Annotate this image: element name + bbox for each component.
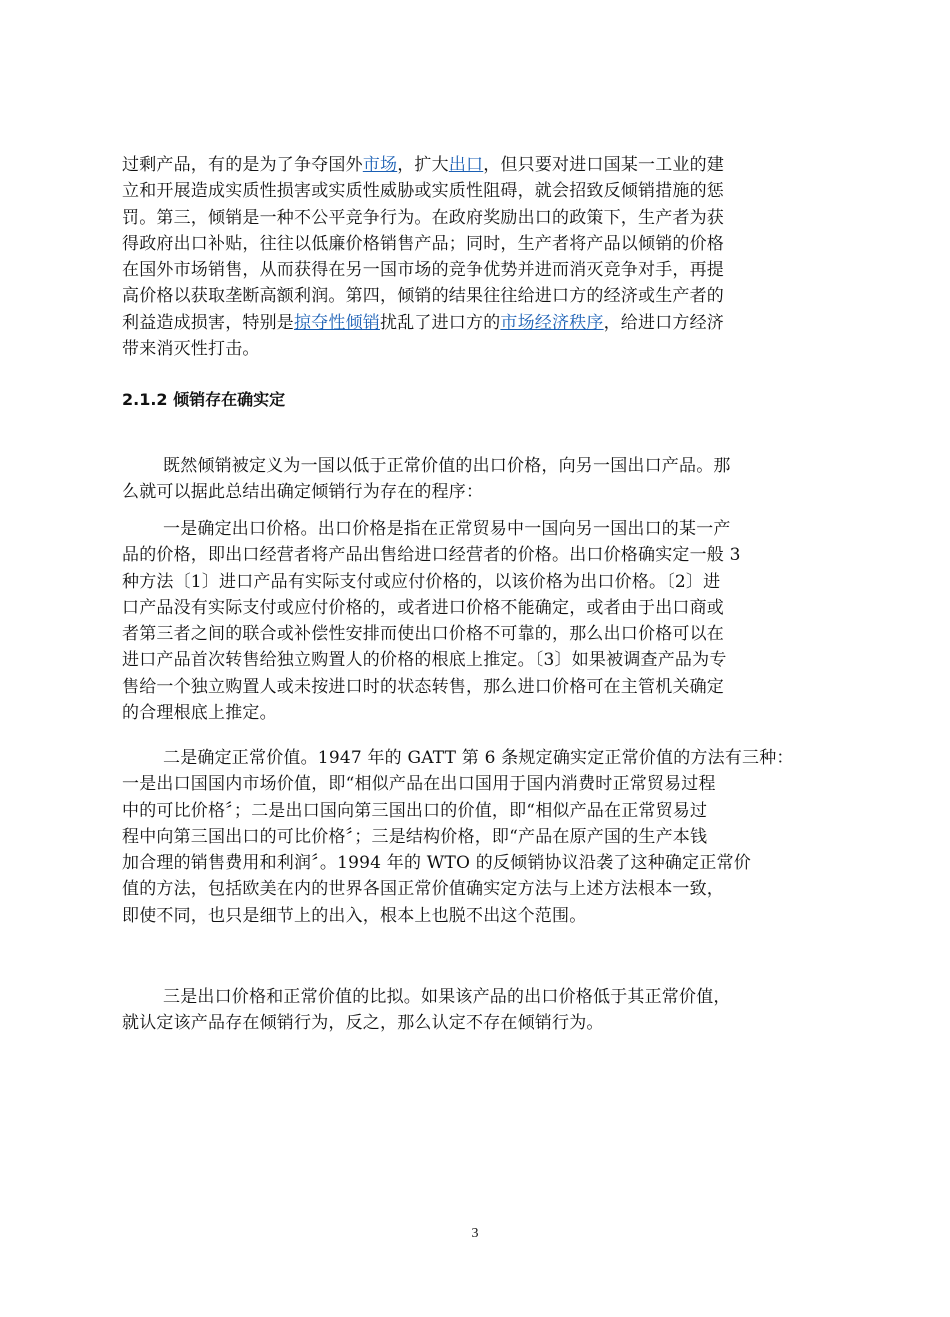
text-line: 二是确定正常价值。1947 年的 GATT 第 6 条规定确实定正常价值的方法有三种： (163, 748, 794, 768)
text-line: 带来消灭性打击。 (122, 339, 260, 360)
text-line: 进口产品首次转售给独立购置人的价格的根底上推定。〔3〕如果被调查产品为专 (122, 650, 727, 671)
text-line: 种方法〔1〕进口产品有实际支付或应付价格的，以该价格为出口价格。〔2〕进 (122, 571, 721, 592)
text-line: 罚。第三，倾销是一种不公平竞争行为。在政府奖励出口的政策下，生产者为获 (122, 207, 724, 228)
text-line: 口产品没有实际支付或应付价格的，或者进口价格不能确定，或者由于出口商或 (122, 597, 724, 618)
text-line: 加合理的销售费用和利润〞。1994 年的 WTO 的反倾销协议沿袭了这种确定正常价 (122, 853, 751, 874)
link-predatory-dumping[interactable]: 掠夺性倾销 (294, 312, 380, 333)
text-line: 一是确定出口价格。出口价格是指在正常贸易中一国向另一国出口的某一产 (163, 519, 731, 539)
text-line: 三是出口价格和正常价值的比拟。如果该产品的出口价格低于其正常价值， (163, 987, 731, 1007)
text-line: 么就可以据此总结出确定倾销行为存在的程序： (122, 482, 484, 503)
text-line: 高价格以获取垄断高额利润。第四，倾销的结果往往给进口方的经济或生产者的 (122, 286, 724, 307)
text-line: 立和开展造成实质性损害或实质性威胁或实质性阻碍，就会招致反倾销措施的惩 (122, 181, 724, 202)
text-line: 即使不同，也只是细节上的出入，根本上也脱不出这个范围。 (122, 905, 587, 926)
paragraph-2 (122, 453, 858, 506)
text-line: 就认定该产品存在倾销行为，反之，那么认定不存在倾销行为。 (122, 1013, 604, 1034)
text-line: 利益造成损害，特别是掠夺性倾销扰乱了进口方的市场经济秩序，给进口方经济 (122, 312, 725, 333)
text-line: 得政府出口补贴，往往以低廉价格销售产品；同时，生产者将产品以倾销的价格 (122, 233, 724, 254)
page-number: 3 (471, 1226, 479, 1241)
text-line: 值的方法，包括欧美在内的世界各国正常价值确实定方法与上述方法根本一致， (122, 879, 724, 900)
paragraph-3 (122, 516, 858, 726)
text-line: 的合理根底上推定。 (122, 703, 277, 724)
text-line: 者第三者之间的联合或补偿性安排而使出口价格不可靠的，那么出口价格可以在 (122, 624, 724, 645)
paragraph-1 (122, 152, 858, 362)
text-line: 一是出口国国内市场价值，即“相似产品在出口国用于国内消费时正常贸易过程 (122, 774, 716, 795)
paragraph-5 (122, 984, 858, 1037)
link-market[interactable]: 市场 (362, 155, 398, 175)
section-heading: 2.1.2 倾销存在确实定 (122, 390, 286, 409)
text-line: 既然倾销被定义为一国以低于正常价值的出口价格，向另一国出口产品。那 (163, 456, 731, 476)
text-line: 品的价格，即出口经营者将产品出售给进口经营者的价格。出口价格确实定一般 3 (122, 545, 741, 566)
link-export[interactable]: 出口 (448, 155, 484, 175)
text-line: 在国外市场销售，从而获得在另一国市场的竞争优势并进而消灭竞争对手，再提 (122, 260, 724, 281)
text-line: 程中向第三国出口的可比价格〞；三是结构价格，即“产品在原产国的生产本钱 (122, 826, 708, 847)
text-line: 中的可比价格〞；二是出口国向第三国出口的价值，即“相似产品在正常贸易过 (122, 800, 708, 821)
paragraph-4 (122, 745, 858, 929)
link-market-economic-order[interactable]: 市场经济秩序 (500, 312, 604, 333)
text-line: 售给一个独立购置人或未按进口时的状态转售，那么进口价格可在主管机关确定 (122, 676, 724, 697)
text-line: 过剩产品，有的是为了争夺国外市场，扩大出口，但只要对进口国某一工业的建 (122, 155, 725, 175)
